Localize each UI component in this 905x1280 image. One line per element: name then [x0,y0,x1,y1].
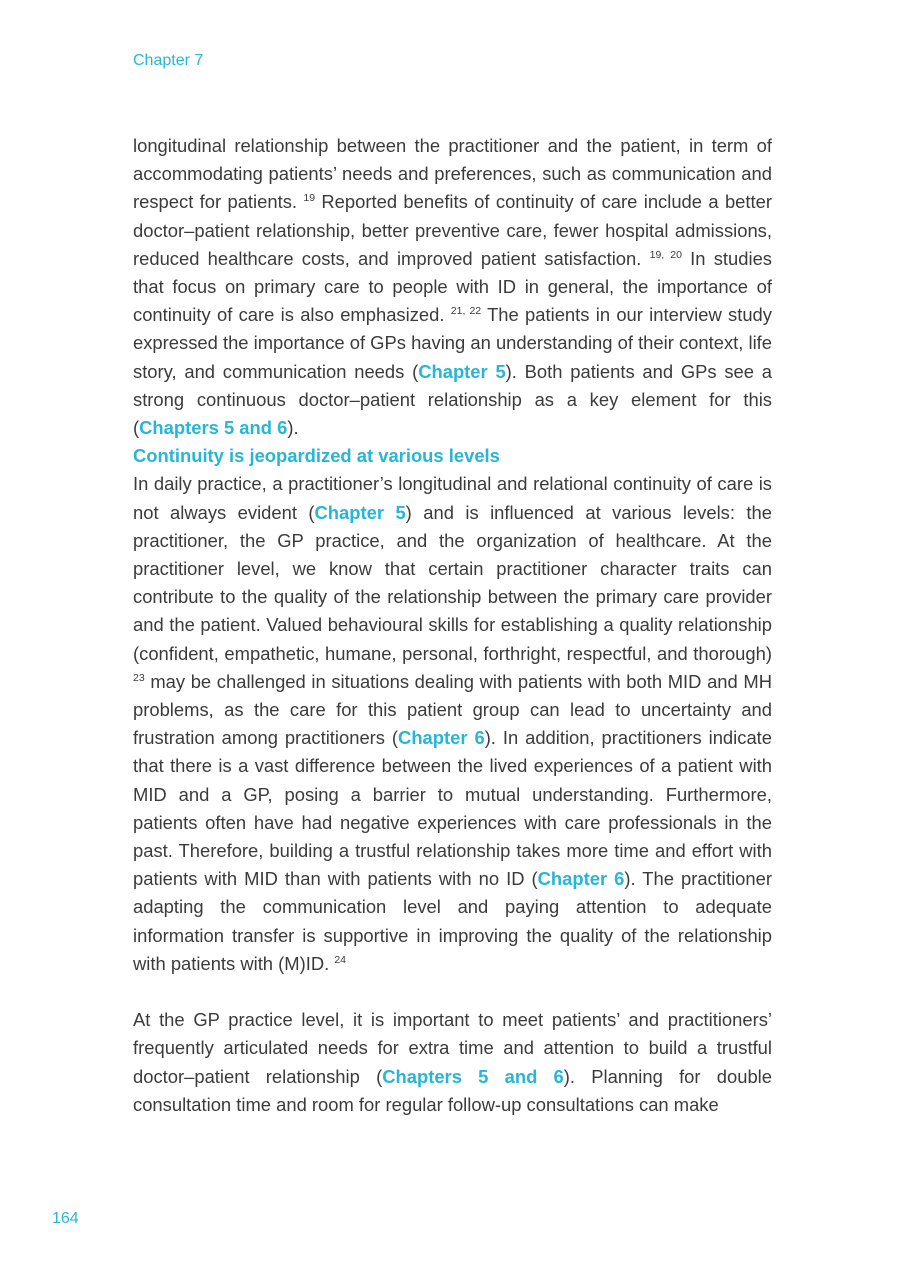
text-run: In daily practice, a practitioner’s longitudinal and relational continuity of care is not always evident ( [133,473,772,523]
text-run: ). Both patients and GPs see a strong continuous doctor–patient relationship as a key element for this ( [133,360,772,439]
citation-ref: 19, 20 [649,248,682,261]
chapter-cross-reference[interactable]: Chapter 6 [398,727,485,749]
citation-ref: 19 [303,192,316,205]
paragraph-gp-practice-level [133,1006,772,1119]
text-run: The patients in our interview study expressed the importance of GPs having an understanding of their context, life story, and communication needs ( [133,304,772,382]
chapter-cross-reference[interactable]: Chapter 5 [314,501,406,523]
page-number: 164 [52,1210,79,1227]
chapter-cross-reference[interactable]: Chapter 5 [418,360,506,382]
text-run: At the GP practice level, it is important to meet patients’ and practitioners’ frequently articulated needs for extra time and attention to build a trustful doctor–patient relationship ( [133,1009,772,1087]
body-text [133,132,772,1119]
text-run: ) and is influenced at various levels: the practitioner, the GP practice, and the organization of healthcare. At the practitioner level, we know that certain practitioner character traits can contribute to the quality of the relationship between the primary care provider and the patient. Valued behavioural skills for establishing a quality relationship (confident, empathetic, humane, personal, forthright, respectful, and thorough) [133,501,772,664]
paragraph-continuity-benefits [133,132,772,442]
text-run: ). In addition, practitioners indicate that there is a vast difference between the lived experiences of a patient with MID and a GP, posing a barrier to mutual understanding. Furthermore, patients often have had negative experiences with care professionals in the past. Therefore, building a trustful relationship takes more time and effort with patients with MID than with patients with no ID ( [133,727,773,890]
chapter-cross-reference[interactable]: Chapters 5 and 6 [382,1065,564,1087]
text-run: In studies that focus on primary care to people with ID in general, the importance of continuity of care is also emphasized. [133,247,772,326]
text-run: ). Planning for double consultation time and room for regular follow-up consultations can make [133,1065,772,1115]
text-run: may be challenged in situations dealing with patients with both MID and MH problems, as the care for this patient group can lead to uncertainty and frustration among practitioners ( [133,670,772,749]
citation-ref: 21, 22 [450,305,482,318]
chapter-header: Chapter 7 [133,52,204,69]
text-run: ). [287,417,299,439]
chapter-cross-reference[interactable]: Chapters 5 and 6 [139,417,288,439]
citation-ref: 23 [133,671,145,684]
section-heading: Continuity is jeopardized at various levels [133,445,500,467]
paragraph-practitioner-level [133,470,772,978]
chapter-cross-reference[interactable]: Chapter 6 [537,868,625,890]
citation-ref: 24 [334,953,347,966]
text-run: ). The practitioner adapting the communication level and paying attention to adequate information transfer is supportive in improving the quality of the relationship with patients with (M)ID. [133,868,772,974]
text-run: longitudinal relationship between the practitioner and the patient, in term of accommodating patients’ needs and preferences, such as communication and respect for patients. [133,135,772,213]
text-run: Reported benefits of continuity of care include a better doctor–patient relationship, better preventive care, fewer hospital admissions, reduced healthcare costs, and improved patient satisfaction. [133,191,772,269]
